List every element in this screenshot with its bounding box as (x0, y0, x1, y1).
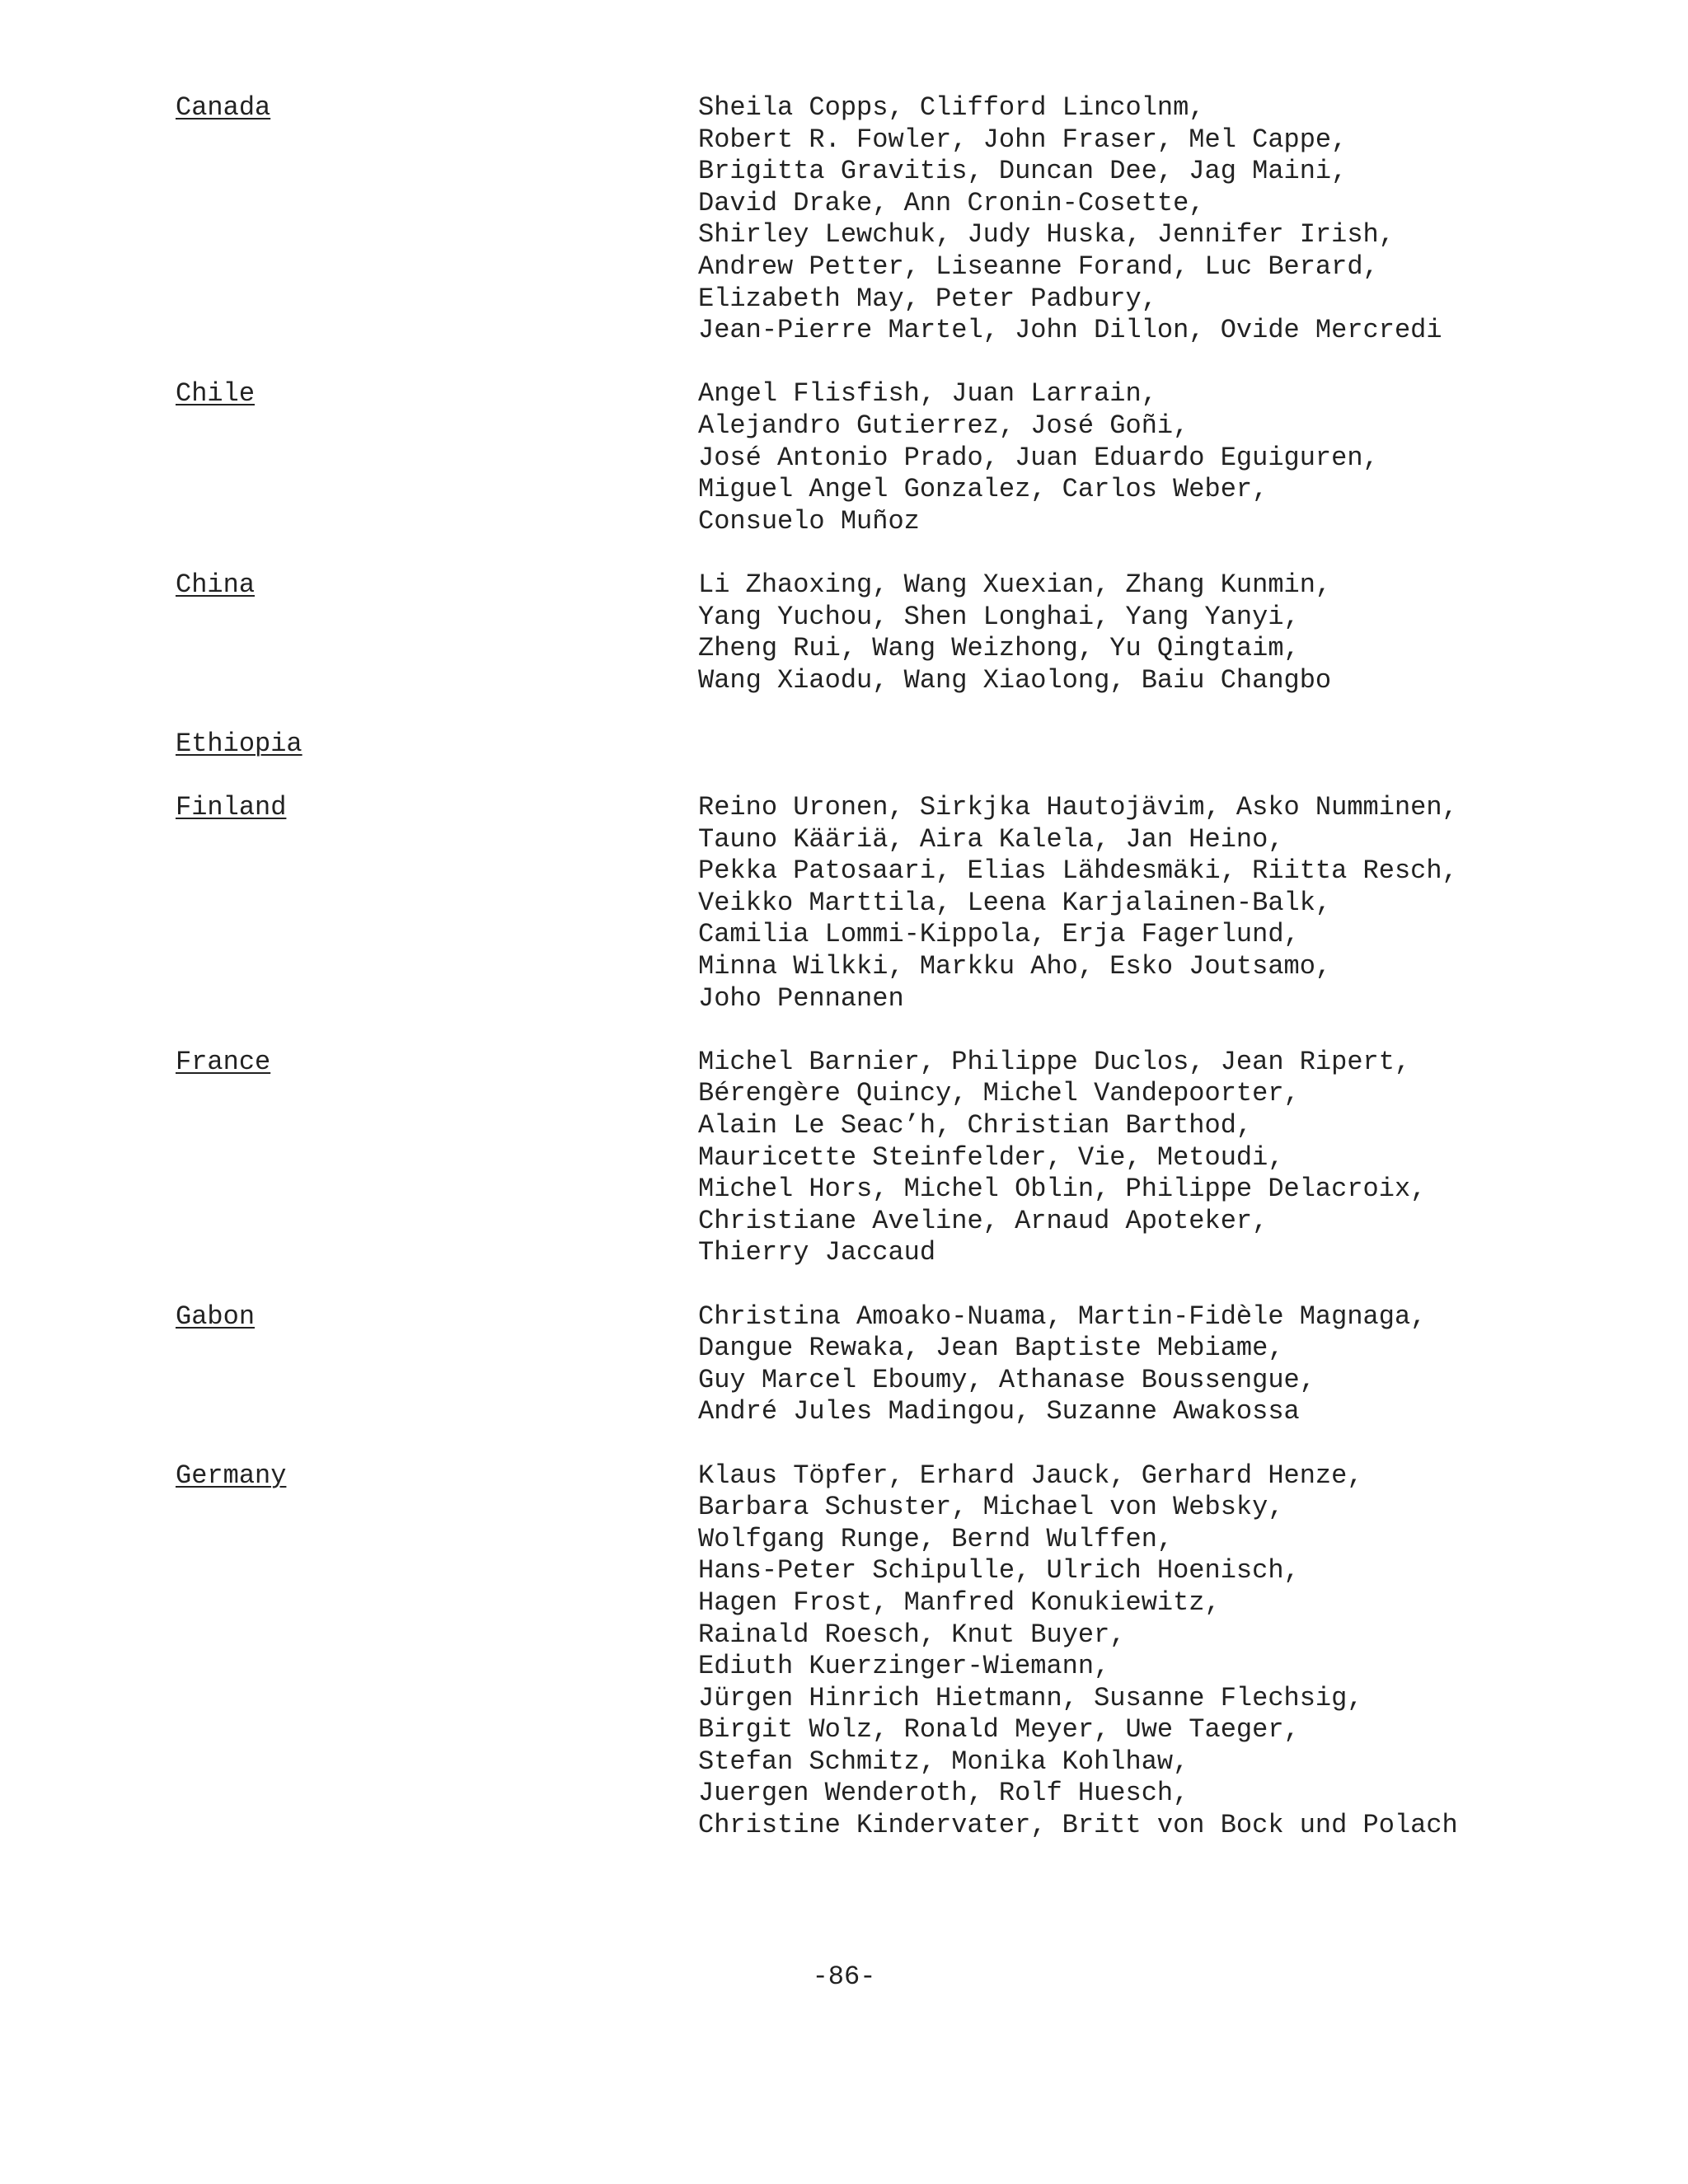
country-name: China (176, 569, 256, 600)
delegate-line: Li Zhaoxing, Wang Xuexian, Zhang Kunmin, (698, 569, 1332, 600)
delegate-line: Brigitta Gravitis, Duncan Dee, Jag Maini, (698, 156, 1348, 187)
delegate-line: Miguel Angel Gonzalez, Carlos Weber, (698, 474, 1268, 505)
country-name: Chile (176, 378, 256, 410)
delegate-line: Dangue Rewaka, Jean Baptiste Mebiame, (698, 1333, 1284, 1364)
country-name: Finland (176, 792, 287, 823)
delegate-line: Pekka Patosaari, Elias Lähdesmäki, Riitta Resch, (698, 855, 1458, 887)
delegate-names (698, 1047, 1626, 1269)
country-name: Ethiopia (176, 728, 302, 759)
delegate-line: Juergen Wenderoth, Rolf Huesch, (698, 1778, 1189, 1809)
delegation-entry (176, 1301, 1626, 1428)
delegate-line: Michel Barnier, Philippe Duclos, Jean Ripert, (698, 1046, 1411, 1077)
country-name: Canada (176, 92, 271, 123)
delegate-names (698, 569, 1626, 696)
delegate-line: Robert R. Fowler, John Fraser, Mel Cappe, (698, 124, 1348, 155)
delegate-line: Angel Flisfish, Juan Larrain, (698, 378, 1157, 410)
delegate-line: Shirley Lewchuk, Judy Huska, Jennifer Irish, (698, 219, 1395, 251)
delegate-line: Yang Yuchou, Shen Longhai, Yang Yanyi, (698, 601, 1300, 632)
delegate-line: Tauno Kääriä, Aira Kalela, Jan Heino, (698, 823, 1284, 855)
delegate-line: José Antonio Prado, Juan Eduardo Eguiguren, (698, 442, 1379, 473)
delegate-line: Alain Le Seac’h, Christian Barthod, (698, 1110, 1253, 1141)
country-name: Germany (176, 1460, 287, 1491)
delegate-line: Birgit Wolz, Ronald Meyer, Uwe Taeger, (698, 1714, 1300, 1746)
delegate-line: Christiane Aveline, Arnaud Apoteker, (698, 1205, 1268, 1236)
delegate-line: Guy Marcel Eboumy, Athanase Boussengue, (698, 1364, 1315, 1395)
delegate-line: Veikko Marttila, Leena Karjalainen-Balk, (698, 887, 1332, 918)
delegate-line: Stefan Schmitz, Monika Kohlhaw, (698, 1746, 1189, 1777)
delegation-entry (176, 569, 1626, 696)
delegation-list (176, 92, 1626, 1873)
delegation-entry (176, 1047, 1626, 1269)
delegation-entry (176, 1460, 1626, 1842)
delegate-line: Minna Wilkki, Markku Aho, Esko Joutsamo, (698, 951, 1332, 982)
delegate-line: Reino Uronen, Sirkjka Hautojävim, Asko Numminen, (698, 792, 1458, 823)
delegate-line: Michel Hors, Michel Oblin, Philippe Delacroix, (698, 1174, 1427, 1205)
delegate-names (698, 1301, 1626, 1428)
delegate-names (698, 378, 1626, 537)
delegate-names (698, 792, 1626, 1015)
delegate-names (698, 729, 1626, 761)
delegate-line: Hans-Peter Schipulle, Ulrich Hoenisch, (698, 1555, 1300, 1586)
country-name: Gabon (176, 1301, 256, 1332)
delegate-line: Klaus Töpfer, Erhard Jauck, Gerhard Henze, (698, 1460, 1363, 1491)
delegation-entry (176, 92, 1626, 347)
delegate-line: André Jules Madingou, Suzanne Awakossa (698, 1396, 1300, 1427)
delegate-line: Consuelo Muñoz (698, 505, 920, 537)
delegate-line: Rainald Roesch, Knut Buyer, (698, 1619, 1126, 1650)
delegate-line: Bérengère Quincy, Michel Vandepoorter, (698, 1078, 1300, 1109)
delegate-line: Jürgen Hinrich Hietmann, Susanne Flechsig, (698, 1682, 1363, 1713)
delegate-line: Christina Amoako-Nuama, Martin-Fidèle Magnaga, (698, 1301, 1427, 1332)
delegate-line: Barbara Schuster, Michael von Websky, (698, 1492, 1284, 1523)
page-number: -86- (812, 1961, 876, 1992)
delegate-names (698, 92, 1626, 347)
delegate-line: Ediuth Kuerzinger-Wiemann, (698, 1651, 1110, 1682)
delegate-line: Wolfgang Runge, Bernd Wulffen, (698, 1523, 1174, 1554)
delegate-line: Wang Xiaodu, Wang Xiaolong, Baiu Changbo (698, 664, 1332, 696)
delegate-line: Jean-Pierre Martel, John Dillon, Ovide Mercredi (698, 315, 1442, 346)
delegate-line: Camilia Lommi-Kippola, Erja Fagerlund, (698, 919, 1300, 950)
country-name: France (176, 1046, 271, 1077)
delegate-line: Hagen Frost, Manfred Konukiewitz, (698, 1586, 1221, 1618)
delegate-line: David Drake, Ann Cronin-Cosette, (698, 187, 1205, 218)
delegate-line: Elizabeth May, Peter Padbury, (698, 283, 1157, 314)
delegate-names (698, 1460, 1626, 1842)
delegation-entry (176, 729, 1626, 761)
delegation-entry (176, 792, 1626, 1015)
delegation-entry (176, 378, 1626, 537)
delegate-line: Mauricette Steinfelder, Vie, Metoudi, (698, 1141, 1284, 1173)
delegate-line: Thierry Jaccaud (698, 1237, 936, 1268)
delegate-line: Andrew Petter, Liseanne Forand, Luc Berard, (698, 251, 1379, 282)
delegate-line: Sheila Copps, Clifford Lincolnm, (698, 92, 1205, 123)
delegate-line: Zheng Rui, Wang Weizhong, Yu Qingtaim, (698, 633, 1300, 664)
delegate-line: Alejandro Gutierrez, José Goñi, (698, 410, 1189, 441)
delegate-line: Joho Pennanen (698, 982, 904, 1014)
delegate-line: Christine Kindervater, Britt von Bock und Polach (698, 1810, 1458, 1841)
